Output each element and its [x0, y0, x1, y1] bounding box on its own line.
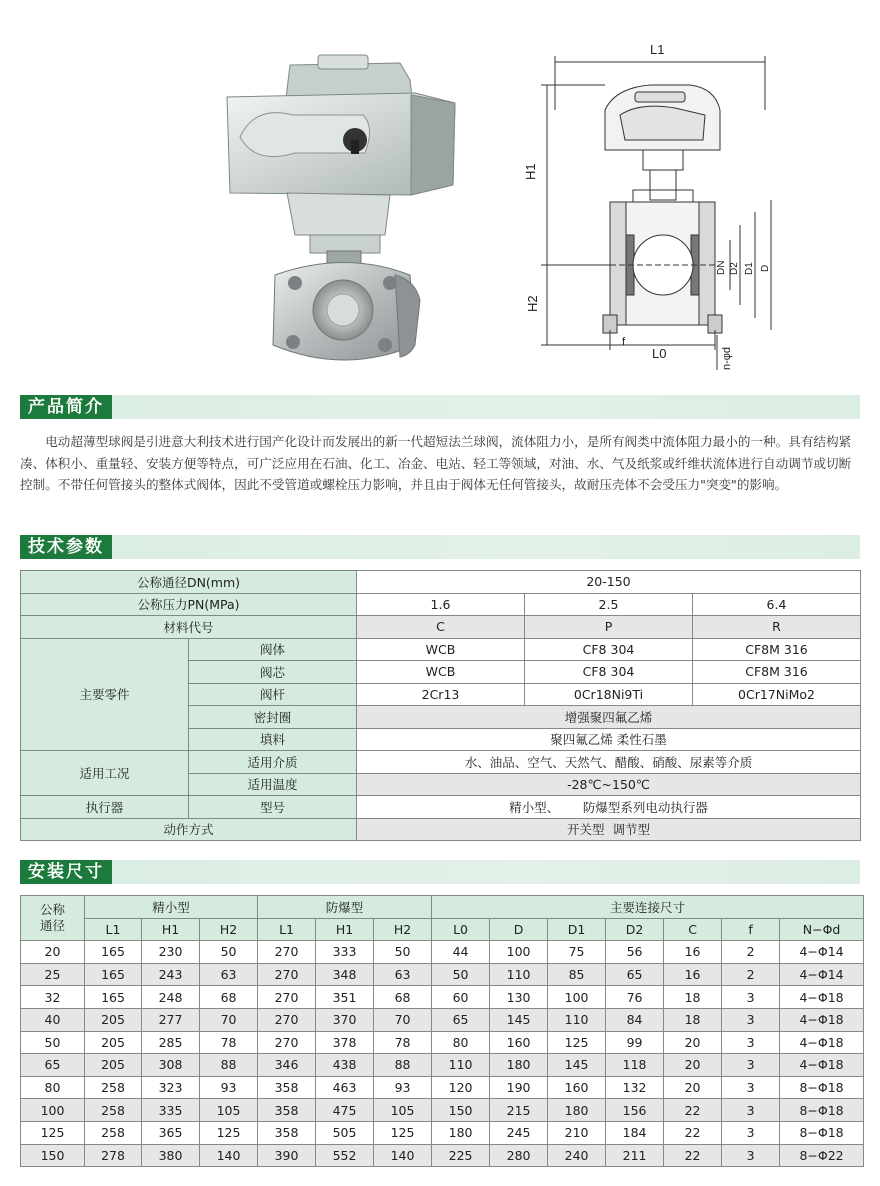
column-header: L1 [85, 918, 142, 941]
table-cell: 16 [664, 963, 722, 986]
seal-label: 密封圈 [189, 706, 357, 729]
table-cell: 60 [432, 986, 490, 1009]
table-cell: 190 [490, 1076, 548, 1099]
stem-material: 0Cr17NiMo2 [693, 683, 861, 706]
table-cell: 65 [606, 963, 664, 986]
table-cell: 16 [664, 941, 722, 964]
table-cell: 215 [490, 1099, 548, 1122]
table-cell: 75 [548, 941, 606, 964]
table-cell: 438 [316, 1054, 374, 1077]
table-row [21, 1099, 864, 1122]
table-cell: 160 [548, 1076, 606, 1099]
table-cell: 125 [21, 1121, 85, 1144]
material-code: C [357, 616, 525, 639]
table-cell: 165 [85, 963, 142, 986]
table-cell: 4−Φ18 [780, 1031, 864, 1054]
table-cell: 258 [85, 1099, 142, 1122]
dims-section-title: 安装尺寸 [20, 860, 112, 884]
table-cell: 140 [374, 1144, 432, 1167]
table-cell: 365 [142, 1121, 200, 1144]
table-row [21, 1008, 864, 1031]
table-cell: 63 [374, 963, 432, 986]
table-cell: 270 [258, 1008, 316, 1031]
pn-label: 公称压力PN(MPa) [21, 593, 357, 616]
column-header: D [490, 918, 548, 941]
stem-material: 2Cr13 [357, 683, 525, 706]
table-cell: 76 [606, 986, 664, 1009]
table-cell: 205 [85, 1008, 142, 1031]
pn-value: 6.4 [693, 593, 861, 616]
table-cell: 110 [432, 1054, 490, 1077]
valve-product-photo [215, 45, 475, 370]
table-cell: 378 [316, 1031, 374, 1054]
table-cell: 184 [606, 1121, 664, 1144]
table-cell: 70 [200, 1008, 258, 1031]
table-cell: 258 [85, 1121, 142, 1144]
table-cell: 358 [258, 1099, 316, 1122]
params-table [20, 570, 861, 841]
table-cell: 80 [21, 1076, 85, 1099]
table-cell: 245 [490, 1121, 548, 1144]
column-header: H1 [142, 918, 200, 941]
table-cell: 145 [490, 1008, 548, 1031]
table-cell: 8−Φ22 [780, 1144, 864, 1167]
table-cell: 44 [432, 941, 490, 964]
table-cell: 205 [85, 1054, 142, 1077]
table-cell: 18 [664, 986, 722, 1009]
table-row [21, 1076, 864, 1099]
dim-label-n-phi-d: n-φd [721, 346, 733, 370]
connection-size-header: 主要连接尺寸 [432, 896, 864, 919]
table-cell: 118 [606, 1054, 664, 1077]
table-cell: 8−Φ18 [780, 1076, 864, 1099]
table-cell: 84 [606, 1008, 664, 1031]
table-cell: 18 [664, 1008, 722, 1031]
table-cell: 180 [432, 1121, 490, 1144]
explosion-proof-header: 防爆型 [258, 896, 432, 919]
table-cell: 20 [664, 1031, 722, 1054]
table-cell: 211 [606, 1144, 664, 1167]
table-cell: 335 [142, 1099, 200, 1122]
table-cell: 50 [432, 963, 490, 986]
medium-value: 水、油品、空气、天然气、醋酸、硝酸、尿素等介质 [357, 751, 861, 774]
table-cell: 125 [374, 1121, 432, 1144]
params-section-title: 技术参数 [20, 535, 112, 559]
dim-label-D1: D1 [744, 262, 755, 275]
table-cell: 270 [258, 941, 316, 964]
body-material: CF8 304 [525, 638, 693, 661]
dim-label-H1: H1 [523, 163, 538, 180]
table-cell: 150 [21, 1144, 85, 1167]
table-cell: 50 [200, 941, 258, 964]
table-cell: 165 [85, 941, 142, 964]
table-cell: 475 [316, 1099, 374, 1122]
table-cell: 4−Φ18 [780, 1008, 864, 1031]
material-code: P [525, 616, 693, 639]
core-material: WCB [357, 661, 525, 684]
material-code-label: 材料代号 [21, 616, 357, 639]
table-cell: 100 [21, 1099, 85, 1122]
column-header: L1 [258, 918, 316, 941]
table-cell: 22 [664, 1121, 722, 1144]
column-header: H2 [200, 918, 258, 941]
action-value: 开关型 调节型 [357, 818, 861, 841]
table-cell: 99 [606, 1031, 664, 1054]
column-header: D2 [606, 918, 664, 941]
table-cell: 70 [374, 1008, 432, 1031]
action-label: 动作方式 [21, 818, 357, 841]
dim-label-DN: DN [716, 260, 727, 275]
table-cell: 110 [548, 1008, 606, 1031]
table-cell: 358 [258, 1121, 316, 1144]
table-cell: 100 [548, 986, 606, 1009]
conditions-label: 适用工况 [21, 751, 189, 796]
table-cell: 3 [722, 986, 780, 1009]
table-cell: 3 [722, 1008, 780, 1031]
table-cell: 65 [21, 1054, 85, 1077]
table-cell: 8−Φ18 [780, 1121, 864, 1144]
medium-label: 适用介质 [189, 751, 357, 774]
table-row [21, 1144, 864, 1167]
table-cell: 285 [142, 1031, 200, 1054]
table-cell: 85 [548, 963, 606, 986]
stem-material: 0Cr18Ni9Ti [525, 683, 693, 706]
stem-label: 阀杆 [189, 683, 357, 706]
table-cell: 346 [258, 1054, 316, 1077]
column-header: N−Φd [780, 918, 864, 941]
column-header: D1 [548, 918, 606, 941]
table-cell: 3 [722, 1121, 780, 1144]
table-cell: 132 [606, 1076, 664, 1099]
body-material: WCB [357, 638, 525, 661]
table-cell: 56 [606, 941, 664, 964]
table-cell: 258 [85, 1076, 142, 1099]
table-cell: 145 [548, 1054, 606, 1077]
column-header: L0 [432, 918, 490, 941]
table-cell: 68 [374, 986, 432, 1009]
table-cell: 88 [374, 1054, 432, 1077]
table-row [21, 963, 864, 986]
table-cell: 160 [490, 1031, 548, 1054]
table-cell: 20 [664, 1054, 722, 1077]
table-cell: 120 [432, 1076, 490, 1099]
table-cell: 50 [21, 1031, 85, 1054]
table-cell: 63 [200, 963, 258, 986]
table-cell: 2 [722, 963, 780, 986]
actuator-label: 执行器 [21, 796, 189, 819]
table-cell: 130 [490, 986, 548, 1009]
dim-label-L1: L1 [650, 42, 665, 57]
body-material: CF8M 316 [693, 638, 861, 661]
material-code: R [693, 616, 861, 639]
table-cell: 205 [85, 1031, 142, 1054]
model-value: 精小型、 防爆型系列电动执行器 [357, 796, 861, 819]
table-cell: 156 [606, 1099, 664, 1122]
intro-section-bar [20, 395, 860, 419]
table-cell: 270 [258, 986, 316, 1009]
table-cell: 390 [258, 1144, 316, 1167]
packing-value: 聚四氟乙烯 柔性石墨 [357, 728, 861, 751]
table-cell: 32 [21, 986, 85, 1009]
table-row [21, 1054, 864, 1077]
column-header: f [722, 918, 780, 941]
table-cell: 333 [316, 941, 374, 964]
table-row [21, 1121, 864, 1144]
dn-label: 公称通径DN(mm) [21, 571, 357, 594]
dim-label-f: f [622, 336, 626, 348]
table-cell: 78 [200, 1031, 258, 1054]
table-cell: 125 [200, 1121, 258, 1144]
table-cell: 280 [490, 1144, 548, 1167]
temperature-value: -28℃~150℃ [357, 773, 861, 796]
table-cell: 22 [664, 1099, 722, 1122]
table-cell: 358 [258, 1076, 316, 1099]
table-row [21, 986, 864, 1009]
dimension-drawing [525, 40, 795, 375]
table-cell: 20 [664, 1076, 722, 1099]
packing-label: 填料 [189, 728, 357, 751]
table-cell: 140 [200, 1144, 258, 1167]
model-label: 型号 [189, 796, 357, 819]
table-cell: 105 [374, 1099, 432, 1122]
table-cell: 180 [490, 1054, 548, 1077]
table-cell: 25 [21, 963, 85, 986]
table-cell: 308 [142, 1054, 200, 1077]
dim-label-H2: H2 [525, 295, 540, 312]
table-cell: 4−Φ14 [780, 963, 864, 986]
table-cell: 93 [374, 1076, 432, 1099]
column-header: H1 [316, 918, 374, 941]
table-cell: 240 [548, 1144, 606, 1167]
table-cell: 78 [374, 1031, 432, 1054]
table-cell: 4−Φ14 [780, 941, 864, 964]
intro-text: 电动超薄型球阀是引进意大利技术进行国产化设计而发展出的新一代超短法兰球阀，流体阻力小，是所有阀类中流体阻力最小的一种。具有结构紧凑、体积小、重量轻、安装方便等特点，可广泛应用在石油、化工、冶金、电站、轻工等领域，对油、水、气及纸浆或纤维状流体进行自动调节或切断控制。不带任何管接头的整体式阀体，因此不受管道或螺栓压力影响，并且由于阀体无任何管接头，故耐压壳体不会受压力"突变"的影响。 [20, 434, 852, 492]
table-cell: 3 [722, 1144, 780, 1167]
dim-label-D: D [760, 264, 771, 272]
table-cell: 225 [432, 1144, 490, 1167]
table-cell: 3 [722, 1054, 780, 1077]
table-cell: 8−Φ18 [780, 1099, 864, 1122]
intro-section-title: 产品简介 [20, 395, 112, 419]
table-cell: 277 [142, 1008, 200, 1031]
table-cell: 22 [664, 1144, 722, 1167]
compact-type-header: 精小型 [85, 896, 258, 919]
table-cell: 2 [722, 941, 780, 964]
table-cell: 165 [85, 986, 142, 1009]
pn-value: 2.5 [525, 593, 693, 616]
column-header: C [664, 918, 722, 941]
dimensions-table [20, 895, 864, 1167]
params-section-bar [20, 535, 860, 559]
table-cell: 380 [142, 1144, 200, 1167]
pn-value: 1.6 [357, 593, 525, 616]
table-cell: 100 [490, 941, 548, 964]
table-cell: 93 [200, 1076, 258, 1099]
seal-value: 增强聚四氟乙烯 [357, 706, 861, 729]
dim-label-L0: L0 [652, 346, 667, 361]
table-cell: 248 [142, 986, 200, 1009]
table-cell: 105 [200, 1099, 258, 1122]
table-cell: 3 [722, 1099, 780, 1122]
table-cell: 150 [432, 1099, 490, 1122]
core-material: CF8 304 [525, 661, 693, 684]
table-cell: 110 [490, 963, 548, 986]
table-cell: 88 [200, 1054, 258, 1077]
table-cell: 323 [142, 1076, 200, 1099]
table-cell: 3 [722, 1076, 780, 1099]
main-parts-label: 主要零件 [21, 638, 189, 751]
table-cell: 270 [258, 1031, 316, 1054]
table-cell: 125 [548, 1031, 606, 1054]
table-cell: 180 [548, 1099, 606, 1122]
table-cell: 4−Φ18 [780, 1054, 864, 1077]
table-cell: 348 [316, 963, 374, 986]
table-row [21, 1031, 864, 1054]
table-cell: 40 [21, 1008, 85, 1031]
table-cell: 65 [432, 1008, 490, 1031]
table-cell: 210 [548, 1121, 606, 1144]
table-cell: 463 [316, 1076, 374, 1099]
table-cell: 505 [316, 1121, 374, 1144]
nominal-size-header: 公称 通径 [21, 896, 85, 941]
dims-section-bar [20, 860, 860, 884]
core-material: CF8M 316 [693, 661, 861, 684]
column-header: H2 [374, 918, 432, 941]
table-cell: 552 [316, 1144, 374, 1167]
core-label: 阀芯 [189, 661, 357, 684]
table-cell: 80 [432, 1031, 490, 1054]
table-row [21, 941, 864, 964]
table-cell: 230 [142, 941, 200, 964]
body-label: 阀体 [189, 638, 357, 661]
table-cell: 243 [142, 963, 200, 986]
table-cell: 68 [200, 986, 258, 1009]
table-cell: 50 [374, 941, 432, 964]
table-cell: 4−Φ18 [780, 986, 864, 1009]
temperature-label: 适用温度 [189, 773, 357, 796]
table-cell: 351 [316, 986, 374, 1009]
table-cell: 20 [21, 941, 85, 964]
table-cell: 370 [316, 1008, 374, 1031]
table-cell: 278 [85, 1144, 142, 1167]
table-cell: 270 [258, 963, 316, 986]
dn-value: 20-150 [357, 571, 861, 594]
dim-label-D2: D2 [729, 262, 740, 275]
table-cell: 3 [722, 1031, 780, 1054]
